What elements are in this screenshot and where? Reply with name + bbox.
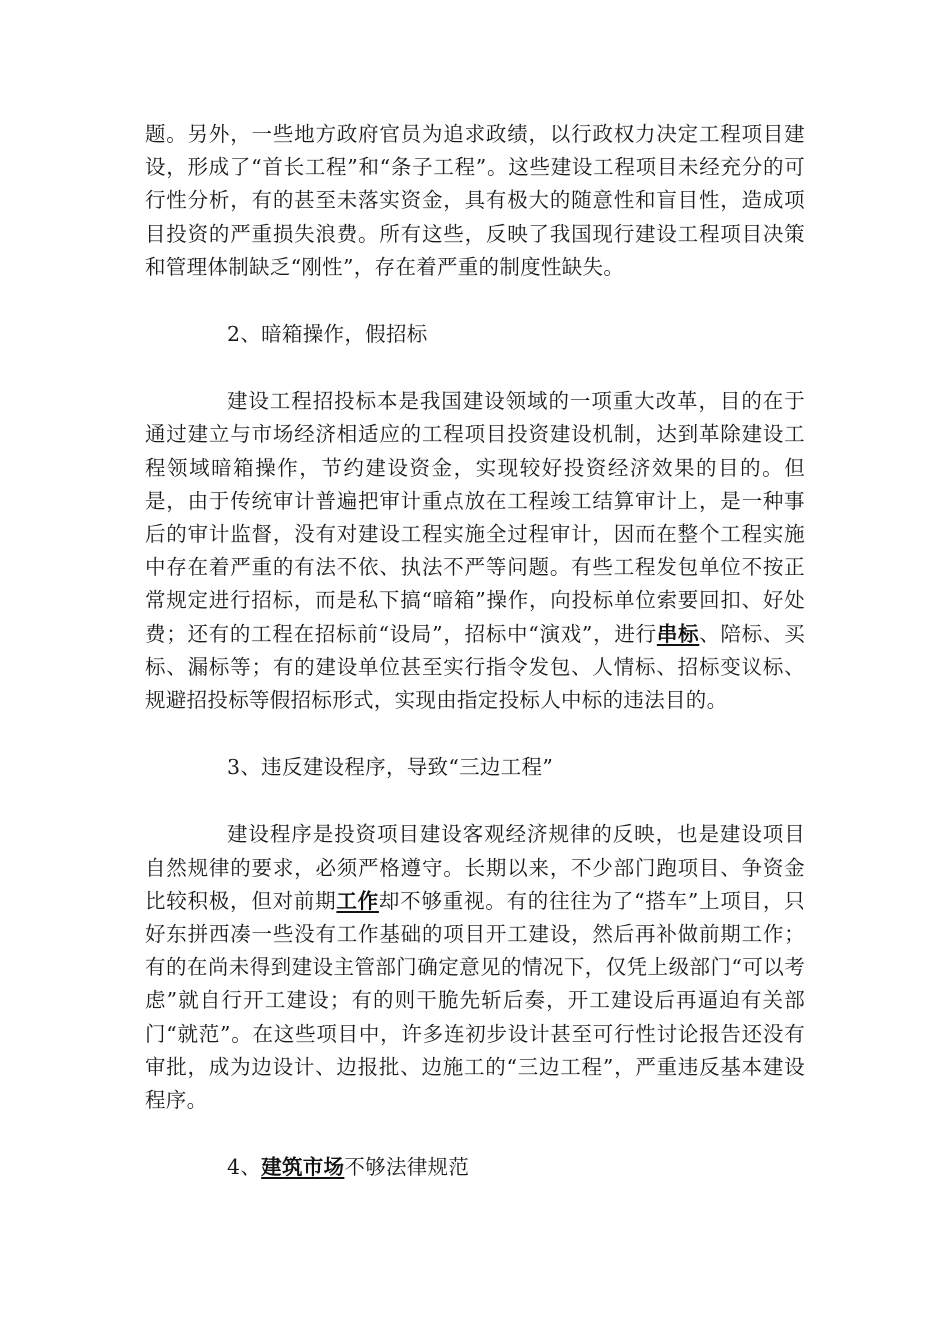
paragraph-gap [145,717,805,751]
paragraph-1: 题。另外，一些地方政府官员为追求政绩，以行政权力决定工程项目建设，形成了“首长工程”和“条子工程”。这些建设工程项目未经充分的可行性分析，有的甚至未落实资金，具有极大的随意性和盲目性，造成项目投资的严重损失浪费。所有这些，反映了我国现行建设工程项目决策和管理体制缺乏“刚性”，存在着严重的制度性缺失。 [145,122,805,279]
paragraph-3-text-b: 却不够重视。有的往往为了“搭车”上项目，只好东拼西凑一些没有工作基础的项目开工建设，然后再补做前期工作；有的在尚未得到建设主管部门确定意见的情况下，仅凭上级部门“可以考虑”就自行开工建设；有的则干脆先斩后奏，开工建设后再逼迫有关部门“就范”。在这些项目中，许多连初步设计甚至可行性讨论报告还没有审批，成为边设计、边报批、边施工的“三边工程”，严重违反基本建设程序。 [145,888,805,1113]
section-heading-3: 3、违反建设程序，导致“三边工程” [227,755,554,780]
paragraph-2-text-b: 、陪标、买标、漏标等；有的建设单位甚至实行指令发包、人情标、招标变议标、规避招投标等假招标形式，实现由指定投标人中标的违法目的。 [145,621,806,713]
paragraph-3 [145,818,805,1117]
paragraph-2 [145,385,805,717]
link-jianzhushichang[interactable]: 建筑市场 [261,1155,345,1180]
document-body [145,118,805,1184]
paragraph-2-text-a: 建设工程招投标本是我国建设领域的一项重大改革，目的在于通过建立与市场经济相适应的工程项目投资建设机制，达到革除建设工程领域暗箱操作，节约建设资金，实现较好投资经济效果的目的。但是，由于传统审计普遍把审计重点放在工程竣工结算审计上，是一种事后的审计监督，没有对建设工程实施全过程审计，因而在整个工程实施中存在着严重的有法不依、执法不严等问题。有些工程发包单位不按正常规定进行招标，而是私下搞“暗箱”操作，向投标单位索要回扣、好处费；还有的工程在招标前“设局”，招标中“演戏”，进行 [145,389,805,646]
paragraph-gap [145,284,805,318]
section-heading-2: 2、暗箱操作，假招标 [227,322,428,347]
paragraph-gap [145,351,805,385]
link-gongzuo[interactable]: 工作 [336,888,379,913]
link-chuanbiao[interactable]: 串标 [656,621,700,646]
paragraph-gap [145,1117,805,1151]
section-heading-4-prefix: 4、 [227,1155,262,1180]
paragraph-gap [145,784,805,818]
section-heading-4 [145,1151,805,1184]
paragraph-3-text-a: 建设程序是投资项目建设客观经济规律的反映，也是建设项目自然规律的要求，必须严格遵守。长期以来，不少部门跑项目、争资金比较积极，但对前期 [145,822,805,913]
section-heading-4-suffix: 不够法律规范 [344,1155,470,1180]
